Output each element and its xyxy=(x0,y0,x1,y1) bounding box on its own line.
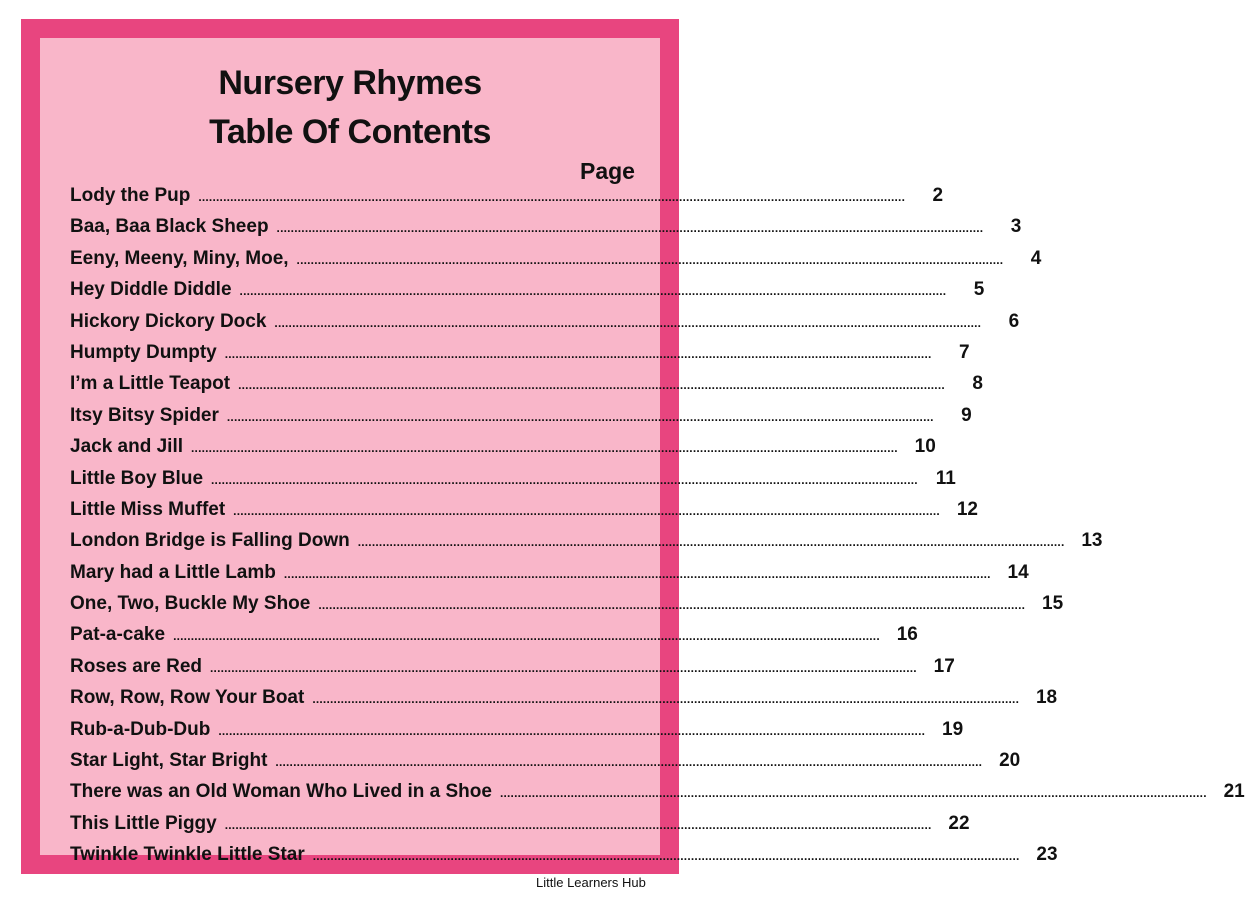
toc-page-number: 2 xyxy=(932,185,944,206)
toc-title: Baa, Baa Black Sheep xyxy=(70,216,269,238)
toc-title: Pat-a-cake xyxy=(70,624,166,646)
dot-leader: ........................................................................................................................................................................................................ xyxy=(191,441,898,456)
toc-title: Star Light, Star Bright xyxy=(70,750,268,772)
toc-page-number: 7 xyxy=(958,341,970,363)
toc-row xyxy=(70,373,983,404)
title-line-2: Table Of Contents xyxy=(209,113,491,151)
dot-leader: ........................................................................................................................................................................................................ xyxy=(275,755,983,770)
toc-page-number: 5 xyxy=(973,279,985,301)
dot-leader: ........................................................................................................................................................................................................ xyxy=(233,503,940,518)
toc-page-number: 10 xyxy=(914,436,936,458)
toc-title: Hickory Dickory Dock xyxy=(70,310,267,332)
table-of-contents xyxy=(70,185,1245,876)
toc-row xyxy=(70,750,1021,781)
toc-row xyxy=(70,530,1103,561)
toc-title: Roses are Red xyxy=(70,655,203,677)
toc-title: There was an Old Woman Who Lived in a Shoe xyxy=(70,781,492,803)
dot-leader: ........................................................................................................................................................................................................ xyxy=(224,817,932,832)
toc-page-number: 8 xyxy=(972,373,983,395)
toc-page-number: 18 xyxy=(1035,687,1058,709)
toc-row xyxy=(70,687,1058,718)
toc-row xyxy=(70,593,1064,624)
toc-row xyxy=(70,279,985,310)
toc-page-number: 22 xyxy=(948,812,970,834)
toc-row xyxy=(70,655,955,687)
toc-title: I’m a Little Teapot xyxy=(70,373,231,395)
toc-title: Twinkle Twinkle Little Star xyxy=(70,844,305,866)
toc-title: Hey Diddle Diddle xyxy=(70,279,232,301)
toc-row xyxy=(70,781,1245,812)
dot-leader: ........................................................................................................................................................................................................ xyxy=(224,346,932,361)
toc-row xyxy=(70,624,918,655)
dot-leader: ........................................................................................................................................................................................................ xyxy=(218,723,926,738)
dot-leader: ........................................................................................................................................................................................................ xyxy=(226,409,934,424)
dot-leader: ........................................................................................................................................................................................................ xyxy=(239,284,947,299)
toc-title: London Bridge is Falling Down xyxy=(70,530,350,552)
dot-leader: ........................................................................................................................................................................................................ xyxy=(198,190,906,204)
toc-title: Row, Row, Row Your Boat xyxy=(70,687,305,709)
toc-title: Little Miss Muffet xyxy=(70,498,226,520)
toc-row xyxy=(70,185,944,216)
dot-leader: ........................................................................................................................................................................................................ xyxy=(210,660,917,675)
toc-row xyxy=(70,310,1020,342)
dot-leader: ........................................................................................................................................................................................................ xyxy=(238,378,945,393)
toc-row xyxy=(70,341,970,373)
toc-row xyxy=(70,812,970,844)
toc-page-number: 14 xyxy=(1007,561,1029,583)
toc-page-number: 6 xyxy=(1008,310,1020,332)
dot-leader: ........................................................................................................................................................................................................ xyxy=(312,692,1020,707)
toc-title: Mary had a Little Lamb xyxy=(70,561,276,583)
toc-page-number: 20 xyxy=(999,750,1021,772)
toc-row xyxy=(70,498,978,530)
toc-page-number: 12 xyxy=(956,498,978,520)
toc-page-number: 13 xyxy=(1081,530,1103,552)
toc-title: Rub-a-Dub-Dub xyxy=(70,718,211,740)
toc-page-number: 3 xyxy=(1010,216,1022,238)
toc-page-number: 23 xyxy=(1036,844,1058,866)
toc-page-number: 4 xyxy=(1030,247,1042,269)
dot-leader: ........................................................................................................................................................................................................ xyxy=(499,786,1207,801)
dot-leader: ........................................................................................................................................................................................................ xyxy=(296,252,1004,267)
toc-row xyxy=(70,561,1029,593)
toc-title: Humpty Dumpty xyxy=(70,341,217,363)
toc-row xyxy=(70,404,972,436)
toc-page-number: 9 xyxy=(961,404,972,426)
title-line-1: Nursery Rhymes xyxy=(218,64,482,102)
toc-title: Little Boy Blue xyxy=(70,467,204,489)
dot-leader: ........................................................................................................................................................................................................ xyxy=(283,566,991,581)
toc-title: Itsy Bitsy Spider xyxy=(70,404,219,426)
toc-row xyxy=(70,216,1022,247)
toc-title: Jack and Jill xyxy=(70,436,184,458)
dot-leader: ........................................................................................................................................................................................................ xyxy=(274,315,982,330)
dot-leader: ........................................................................................................................................................................................................ xyxy=(357,535,1065,550)
toc-row xyxy=(70,718,964,750)
toc-row xyxy=(70,436,936,467)
toc-title: One, Two, Buckle My Shoe xyxy=(70,593,311,615)
toc-row xyxy=(70,844,1058,875)
toc-title: Eeny, Meeny, Miny, Moe, xyxy=(70,247,289,269)
toc-row xyxy=(70,467,956,499)
page-border xyxy=(21,19,1245,874)
toc-title: Lody the Pup xyxy=(70,185,191,206)
toc-page-number: 19 xyxy=(942,718,964,740)
dot-leader: ........................................................................................................................................................................................................ xyxy=(211,472,918,487)
dot-leader: ........................................................................................................................................................................................................ xyxy=(318,598,1026,613)
toc-page-number: 21 xyxy=(1223,781,1245,803)
toc-page-number: 11 xyxy=(935,467,956,489)
page-column-heading: Page xyxy=(580,158,635,184)
toc-page-number: 15 xyxy=(1042,593,1064,615)
toc-title: This Little Piggy xyxy=(70,812,217,834)
dot-leader: ........................................................................................................................................................................................................ xyxy=(312,849,1020,864)
toc-page-number: 16 xyxy=(896,624,918,646)
toc-row xyxy=(70,247,1042,279)
content-panel xyxy=(40,38,1245,866)
footer-credit: Little Learners Hub xyxy=(536,875,646,890)
dot-leader: ........................................................................................................................................................................................................ xyxy=(276,221,984,236)
dot-leader: ........................................................................................................................................................................................................ xyxy=(173,629,880,644)
toc-page-number: 17 xyxy=(933,655,955,677)
